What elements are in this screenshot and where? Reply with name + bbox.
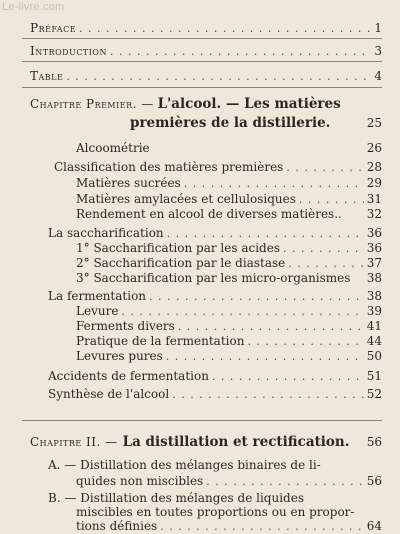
entry-label: Levure <box>76 304 119 318</box>
leader-dots <box>167 227 364 241</box>
entry-page: 56 <box>366 435 382 449</box>
toc-entry[interactable] <box>54 160 382 175</box>
entry-page: 51 <box>366 369 382 383</box>
toc-entry[interactable] <box>76 304 382 319</box>
leader-dots <box>286 161 363 175</box>
entry-page: 26 <box>366 141 382 155</box>
entry-label: Introduction <box>30 44 107 58</box>
divider <box>22 61 382 62</box>
leader-dots <box>184 177 364 191</box>
section-b-line1[interactable]: B. — Distillation des mélanges de liquides <box>48 491 304 505</box>
leader-dots <box>247 335 363 349</box>
chapter-title: La distillation et rectification. <box>122 434 350 450</box>
leader-dots <box>79 22 371 36</box>
toc-entry[interactable] <box>76 334 382 349</box>
entry-page: 37 <box>366 256 382 270</box>
entry-label: Levures pures <box>76 349 163 363</box>
entry-label: Pratique de la fermentation <box>76 334 245 348</box>
leader-dots <box>121 305 363 319</box>
entry-label: tions définies <box>76 519 158 533</box>
entry-label: quides non miscibles <box>76 474 204 488</box>
toc-entry[interactable] <box>76 349 382 364</box>
entry-label: Table <box>30 69 64 83</box>
entry-page: 1 <box>374 21 382 35</box>
entry-label: Synthèse de l'alcool <box>48 387 170 401</box>
watermark: Le-livre.com <box>2 1 65 13</box>
leader-dots <box>66 70 371 84</box>
chapter-1-heading-line2[interactable] <box>130 116 382 130</box>
toc-entry[interactable] <box>48 289 382 304</box>
leader-dots <box>166 350 364 364</box>
section-a-line2[interactable] <box>76 474 382 489</box>
entry-page: 38 <box>366 271 382 285</box>
toc-entry[interactable] <box>48 369 382 384</box>
chapter-prefix: Chapitre II. — <box>30 435 118 449</box>
entry-label: Classification des matières premières <box>54 160 284 174</box>
toc-entry[interactable] <box>76 241 382 256</box>
entry-label: Préface <box>30 21 77 35</box>
entry-page: 4 <box>374 69 382 83</box>
entry-label: 3° Saccharification par les micro-organismes <box>76 271 351 285</box>
section-a-line1[interactable]: A. — Distillation des mélanges binaires de li- <box>48 458 321 472</box>
leader-dots <box>110 45 371 59</box>
entry-page: 36 <box>366 226 382 240</box>
chapter-1-heading[interactable] <box>30 97 341 111</box>
entry-page: 50 <box>366 349 382 363</box>
chapter-2-heading[interactable] <box>30 435 382 449</box>
toc-entry[interactable] <box>76 256 382 271</box>
toc-entry[interactable] <box>76 207 382 221</box>
divider <box>22 420 382 421</box>
leader-dots <box>212 370 364 384</box>
chapter-title: L'alcool. — Les matières <box>157 96 341 112</box>
entry-label: Matières sucrées <box>76 176 181 190</box>
leader-dots <box>283 242 364 256</box>
toc-entry[interactable] <box>48 387 382 402</box>
toc-entry[interactable] <box>76 192 382 207</box>
leader-dots <box>172 388 364 402</box>
section-b-line3[interactable] <box>76 519 382 534</box>
entry-page: 28 <box>366 160 382 174</box>
entry-page: 52 <box>366 387 382 401</box>
divider <box>22 87 382 88</box>
entry-label: Alcoométrie <box>76 141 150 155</box>
entry-page: 64 <box>366 519 382 533</box>
leader-dots <box>160 520 364 534</box>
leader-dots <box>299 193 364 207</box>
chapter-title-cont: premières de la distillerie. <box>130 115 331 131</box>
entry-page: 41 <box>366 319 382 333</box>
entry-page: 56 <box>366 474 382 488</box>
toc-entry-table[interactable] <box>30 69 382 84</box>
toc-entry[interactable] <box>48 226 382 241</box>
toc-entry[interactable] <box>76 271 382 285</box>
entry-page: 39 <box>366 304 382 318</box>
toc-entry-preface[interactable] <box>30 21 382 36</box>
entry-page: 44 <box>366 334 382 348</box>
entry-page: 3 <box>374 44 382 58</box>
toc-entry-introduction[interactable] <box>30 44 382 59</box>
toc-entry[interactable] <box>76 319 382 334</box>
leader-dots <box>206 475 364 489</box>
divider <box>22 38 382 39</box>
entry-label: La fermentation <box>48 289 147 303</box>
entry-label: La saccharification <box>48 226 164 240</box>
entry-page: 31 <box>366 192 382 206</box>
entry-page: 38 <box>366 289 382 303</box>
toc-entry[interactable] <box>76 176 382 191</box>
entry-page: 25 <box>366 116 382 130</box>
entry-page: 29 <box>366 176 382 190</box>
entry-label: Ferments divers <box>76 319 175 333</box>
section-b-line2[interactable]: miscibles en toutes proportions ou en propor- <box>76 505 355 519</box>
entry-label: Accidents de fermentation <box>48 369 209 383</box>
entry-label: 2° Saccharification par le diastase <box>76 256 286 270</box>
entry-label: Rendement en alcool de diverses matières.. <box>76 207 342 221</box>
leader-dots <box>149 290 364 304</box>
entry-label: Matières amylacées et cellulosiques <box>76 192 296 206</box>
entry-page: 36 <box>366 241 382 255</box>
toc-entry[interactable] <box>76 141 382 155</box>
leader-dots <box>178 320 364 334</box>
entry-label: 1° Saccharification par les acides <box>76 241 280 255</box>
chapter-prefix: Chapitre Premier. — <box>30 97 154 111</box>
entry-page: 32 <box>366 207 382 221</box>
leader-dots <box>288 257 363 271</box>
